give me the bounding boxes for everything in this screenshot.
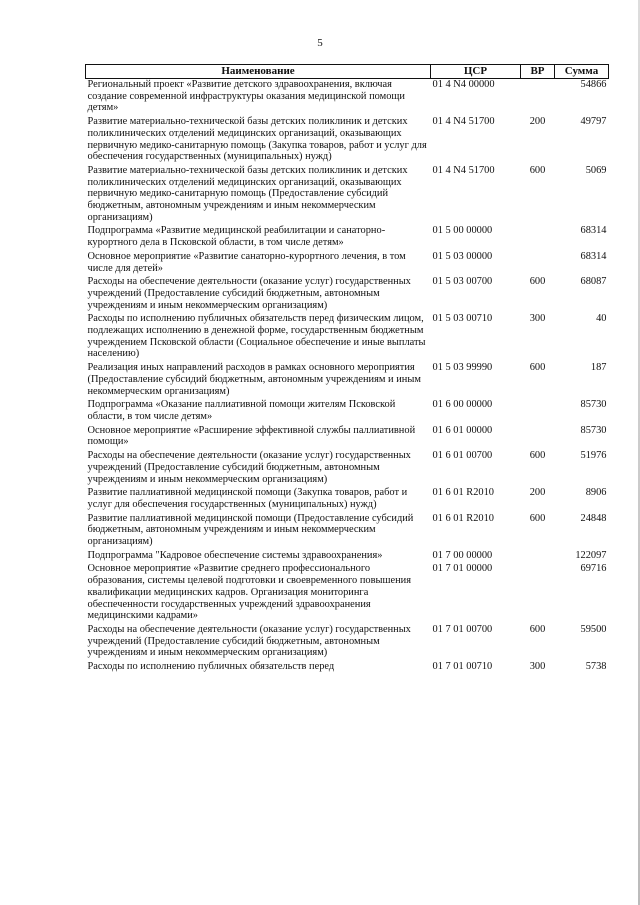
page-number: 5 (317, 37, 323, 49)
table-row (86, 251, 609, 276)
table-row (86, 362, 609, 399)
row-name: Развитие паллиативной медицинской помощи (Закупка товаров, работ и услуг для обеспечения государственных (муниципальных) нужд) (87, 487, 408, 510)
row-vr: 600 (529, 362, 546, 374)
row-vr: 300 (529, 661, 546, 673)
row-sum: 24848 (580, 512, 607, 524)
row-csr: 01 4 N4 51700 (432, 116, 495, 128)
row-vr: 600 (529, 450, 546, 462)
row-csr: 01 6 00 00000 (432, 399, 493, 411)
row-csr: 01 6 01 00000 (432, 424, 493, 436)
row-name: Расходы на обеспечение деятельности (оказание услуг) государственных учреждений (Предоставление субсидий бюджетным, автономным учреждениям и иным некоммерческим организациям) (87, 450, 411, 485)
row-name: Расходы по исполнению публичных обязательств перед (87, 661, 335, 673)
table-row (86, 276, 609, 313)
row-vr: 600 (529, 623, 546, 635)
row-sum: 122097 (575, 549, 607, 561)
row-name: Основное мероприятие «Расширение эффективной службы паллиативной помощи» (87, 424, 416, 448)
row-vr (521, 225, 555, 250)
row-vr: 600 (529, 512, 546, 524)
row-name: Основное мероприятие «Развитие санаторно-курортного лечения, в том числе для детей» (87, 250, 406, 274)
row-sum: 187 (590, 362, 607, 374)
row-vr: 600 (529, 276, 546, 288)
row-name: Развитие материально-технической базы детских поликлиник и детских поликлинических отделений медицинских организаций, оказывающих первичную медико-санитарную помощь (Предоставление субсидий бюджетным, автономным учреждениям и иным некоммерческим организациям) (87, 164, 408, 223)
row-vr (521, 550, 555, 564)
column-header-vr: ВР (521, 65, 555, 79)
row-sum: 8906 (585, 487, 607, 499)
column-header-name: Наименование (86, 65, 431, 79)
row-csr: 01 7 01 00700 (432, 623, 493, 635)
row-name: Подпрограмма "Кадровое обеспечение системы здравоохранения» (87, 549, 383, 561)
table-row (86, 425, 609, 450)
row-csr: 01 5 03 00700 (432, 276, 493, 288)
table-row (86, 624, 609, 661)
row-csr: 01 4 N4 51700 (432, 164, 495, 176)
row-sum: 59500 (580, 623, 607, 635)
row-sum: 68314 (580, 225, 607, 237)
table-header (86, 65, 609, 79)
table-body (86, 79, 609, 675)
row-csr: 01 5 03 00710 (432, 313, 493, 325)
row-csr: 01 7 01 00000 (432, 563, 493, 575)
row-name: Региональный проект «Развитие детского здравоохранения, включая создание современной инфраструктуры оказания медицинской помощи детям» (87, 79, 405, 114)
row-csr: 01 6 01 R2010 (432, 512, 494, 524)
row-csr: 01 5 03 99990 (432, 362, 493, 374)
row-vr: 300 (529, 313, 546, 325)
budget-table (85, 64, 609, 675)
row-csr: 01 6 01 R2010 (432, 487, 494, 499)
table-row (86, 513, 609, 550)
table-row (86, 487, 609, 512)
row-vr (521, 251, 555, 276)
table-row (86, 661, 609, 675)
row-sum: 51976 (580, 450, 607, 462)
row-name: Развитие паллиативной медицинской помощи (Предоставление субсидий бюджетным, автономным учреждениям и иным некоммерческим организациям) (87, 512, 414, 548)
row-csr: 01 7 01 00710 (432, 661, 493, 673)
table-row (86, 550, 609, 564)
row-sum: 40 (596, 313, 607, 325)
row-sum: 85730 (580, 399, 607, 411)
row-vr (521, 425, 555, 450)
row-vr: 600 (529, 164, 546, 176)
column-header-sum: Сумма (555, 65, 609, 79)
row-sum: 69716 (580, 563, 607, 575)
row-name: Основное мероприятие «Развитие среднего профессионального образования, системы целевой подготовки и своевременного повышения квалификации медицинских кадров. Организация мониторинга обеспеченности государственных учреждений здравоохранения медицинскими кадрами» (87, 563, 411, 622)
table-row (86, 563, 609, 624)
table-row (86, 165, 609, 226)
row-vr (521, 563, 555, 624)
column-header-csr: ЦСР (431, 65, 521, 79)
row-csr: 01 4 N4 00000 (432, 79, 495, 90)
row-name: Развитие материально-технической базы детских поликлиник и детских поликлинических отделений медицинских организаций, оказывающих первичную медико-санитарную помощь (Закупка товаров, работ и услуг для обеспечения государственных (муниципальных) нужд) (87, 116, 427, 163)
row-name: Расходы на обеспечение деятельности (оказание услуг) государственных учреждений (Предоставление субсидий бюджетным, автономным учреждениям и иным некоммерческим организациям) (87, 623, 411, 659)
row-csr: 01 7 00 00000 (432, 549, 493, 561)
row-vr (521, 399, 555, 424)
table-row (86, 399, 609, 424)
table-row (86, 313, 609, 362)
table-row (86, 450, 609, 487)
row-name: Расходы на обеспечение деятельности (оказание услуг) государственных учреждений (Предоставление субсидий бюджетным, автономным учреждениям и иным некоммерческим организациям) (87, 276, 411, 311)
table-row (86, 116, 609, 165)
row-csr: 01 6 01 00700 (432, 450, 493, 462)
row-name: Подпрограмма «Развитие медицинской реабилитации и санаторно-курортного дела в Псковской области, в том числе детям» (87, 225, 386, 249)
row-vr: 200 (529, 487, 546, 499)
row-sum: 68314 (580, 250, 607, 262)
row-csr: 01 5 03 00000 (432, 250, 493, 262)
row-sum: 54866 (580, 79, 607, 90)
table-row (86, 225, 609, 250)
row-vr: 200 (529, 116, 546, 128)
table-row (86, 79, 609, 117)
row-csr: 01 5 00 00000 (432, 225, 493, 237)
row-sum: 85730 (580, 424, 607, 436)
row-name: Расходы по исполнению публичных обязательств перед физическим лицом, подлежащих исполнению в денежной форме, государственным бюджетным учреждением Псковской области (Социальное обеспечение и иные выплаты населению) (87, 313, 426, 360)
row-sum: 5738 (585, 661, 607, 673)
row-sum: 68087 (580, 276, 607, 288)
row-name: Подпрограмма «Оказание паллиативной помощи жителям Псковской области, в том числе детям» (87, 399, 396, 422)
row-vr (521, 79, 555, 117)
row-sum: 5069 (585, 164, 607, 176)
row-name: Реализация иных направлений расходов в рамках основного мероприятия (Предоставление субсидий бюджетным, автономным учреждениям и иным некоммерческим организациям) (87, 362, 421, 397)
row-sum: 49797 (580, 116, 607, 128)
